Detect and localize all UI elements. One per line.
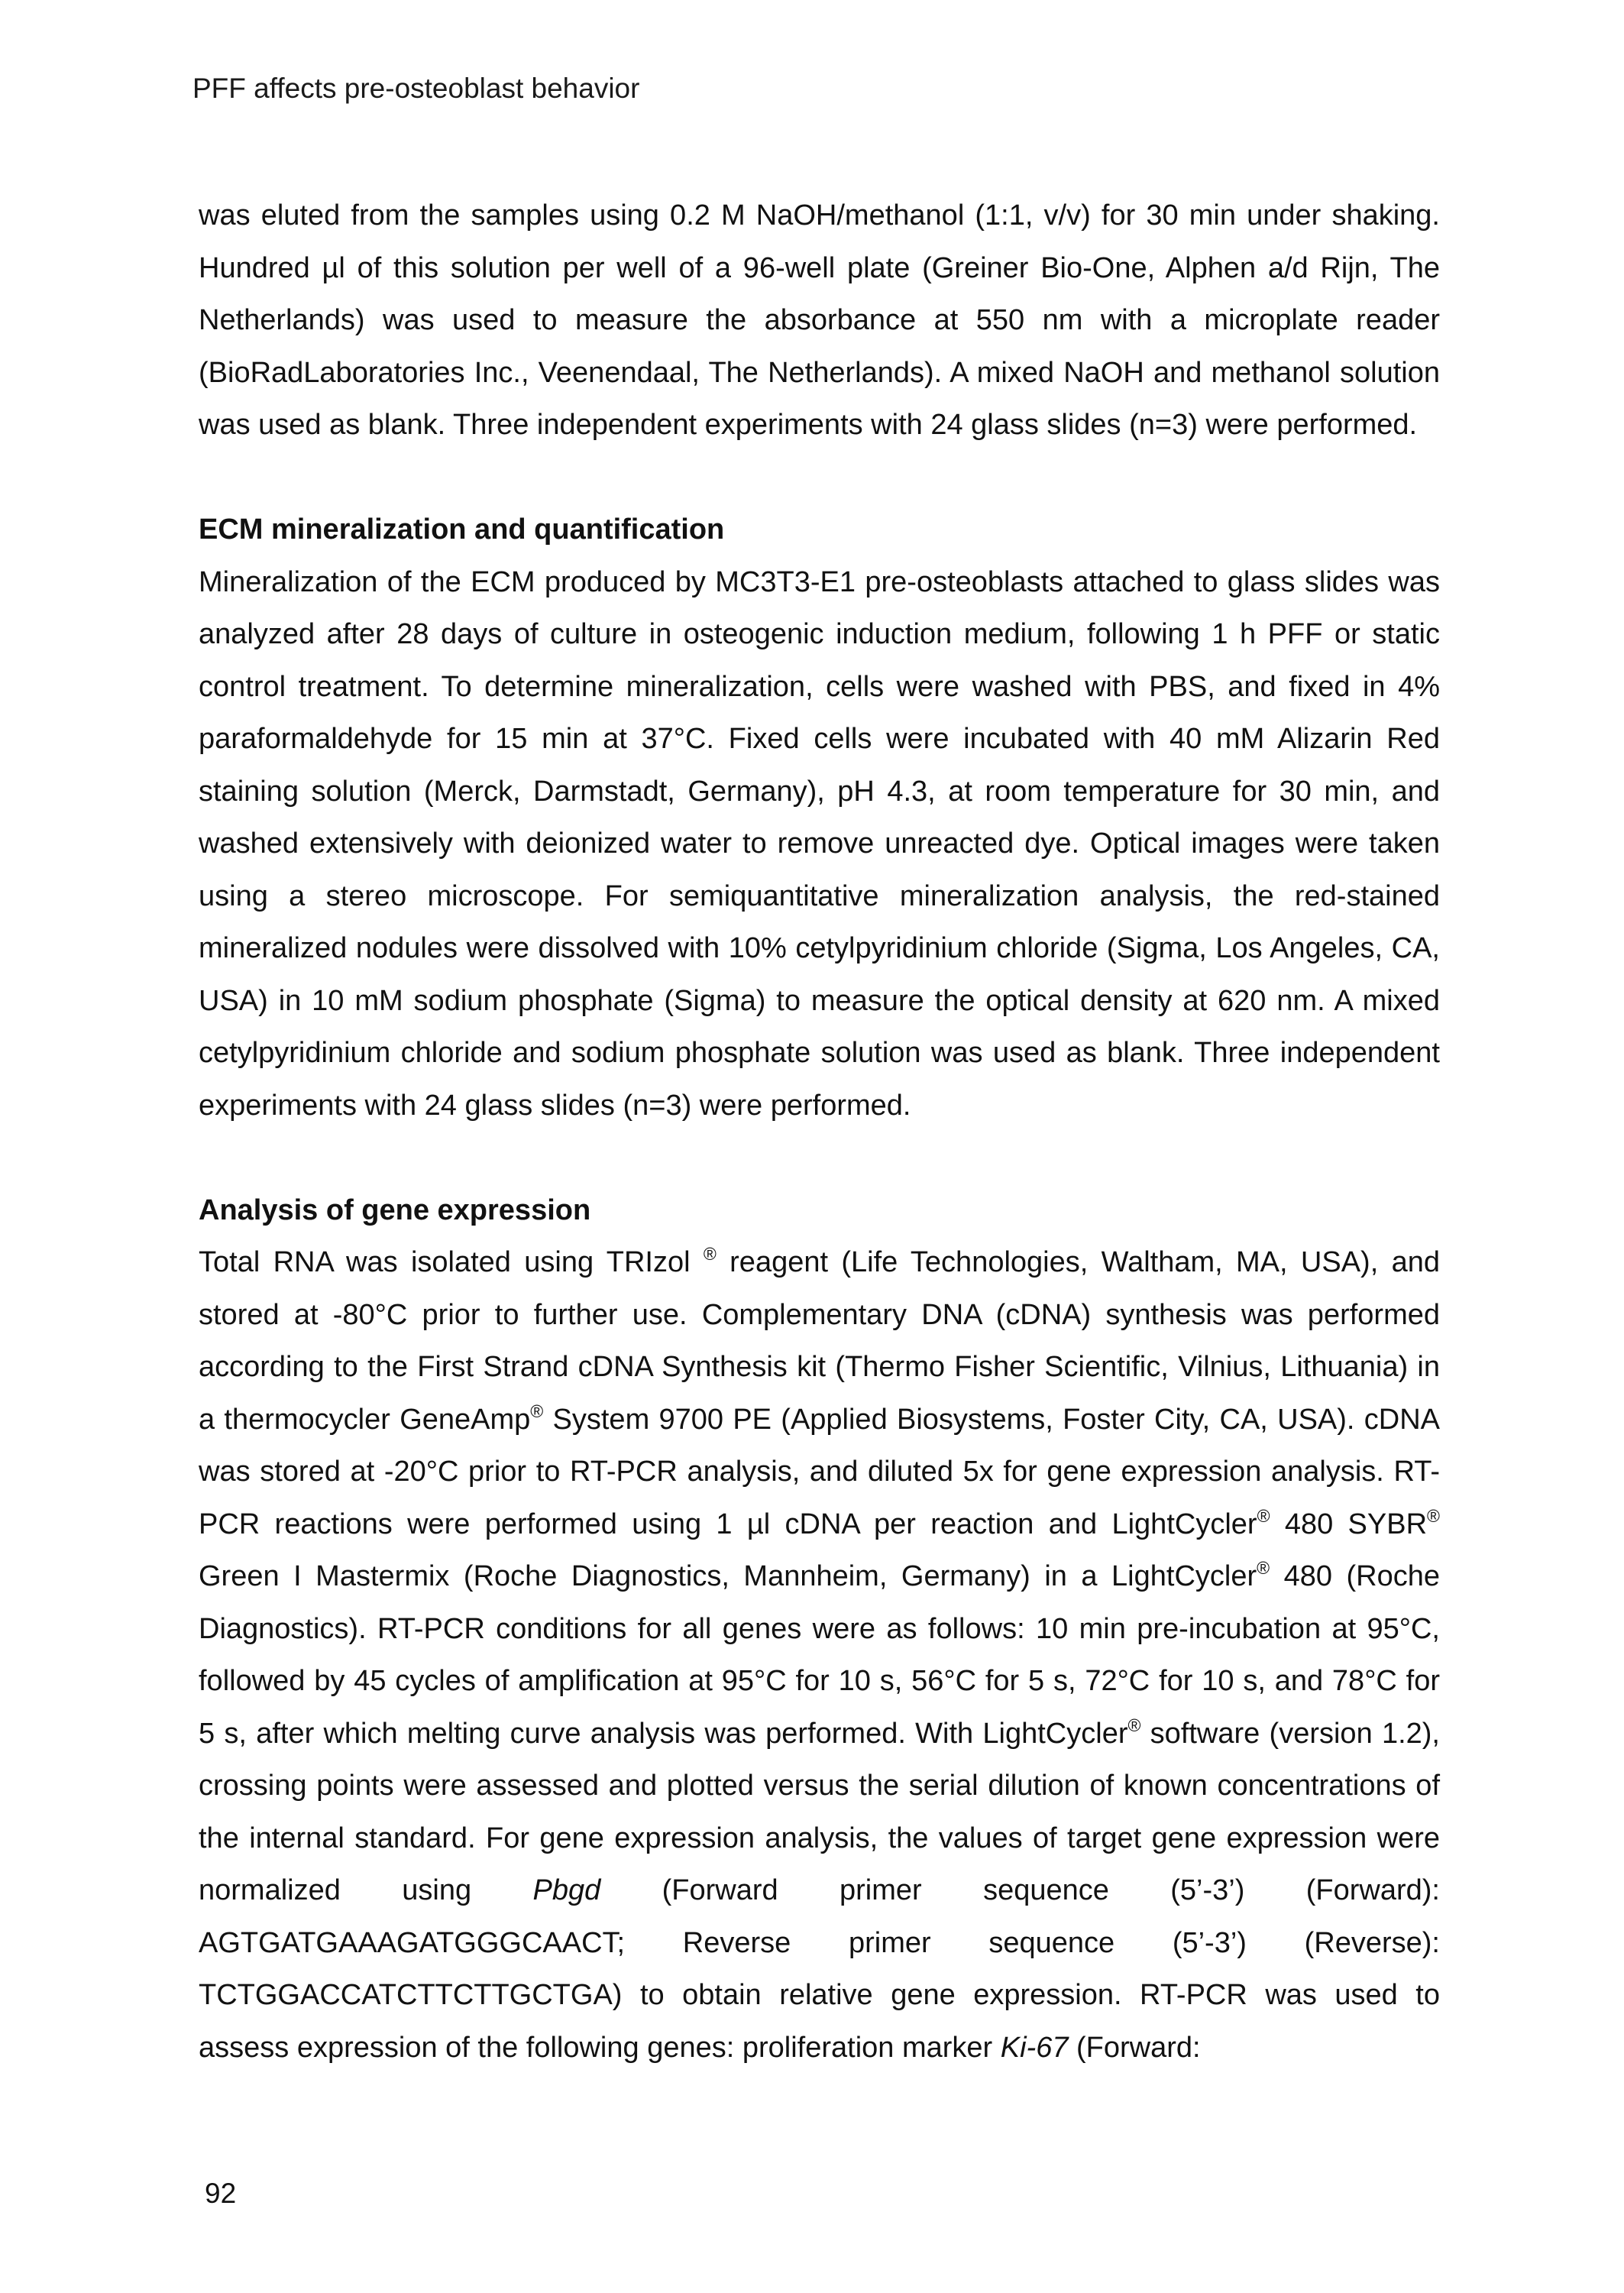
- methods-paragraph-ecm-mineralization: Mineralization of the ECM produced by MC3T3-E1 pre-osteoblasts attached to glass slides was analyzed after 28 days of culture in osteogenic induction medium, following 1 h PFF or static control treatment. To determine mineralization, cells were washed with PBS, and fixed in 4% paraformaldehyde for 15 min at 37°C. Fixed cells were incubated with 40 mM Alizarin Red staining solution (Merck, Darmstadt, Germany), pH 4.3, at room temperature for 30 min, and washed extensively with deionized water to remove unreacted dye. Optical images were taken using a stereo microscope. For semiquantitative mineralization analysis, the red-stained mineralized nodules were dissolved with 10% cetylpyridinium chloride (Sigma, Los Angeles, CA, USA) in 10 mM sodium phosphate (Sigma) to measure the optical density at 620 nm. A mixed cetylpyridinium chloride and sodium phosphate solution was used as blank. Three independent experiments with 24 glass slides (n=3) were performed.: [199, 565, 1440, 1122]
- text-run: 480 (Roche Diagnostics). RT-PCR conditions for all genes were as follows: 10 min pre-incubation at 95°C, followed by 45 cycles of amplification at 95°C for 10 s, 56°C for 5 s, 72°C for 10 s, and 78°C for 5 s, after which melting curve analysis was performed. With LightCycler: [199, 1560, 1440, 1750]
- section-heading-gene-expression: Analysis of gene expression: [199, 1193, 591, 1226]
- registered-mark: ®: [703, 1244, 717, 1264]
- registered-mark: ®: [1127, 1715, 1141, 1735]
- text-run: (Forward primer sequence (5’-3’) (Forward): AGTGATGAAAGATGGGCAACT; Reverse primer sequence (5’-3’) (Reverse): TCTGGACCATCTTCTTGCTGA) to obtain relative gene expression. RT-PCR was used to assess expression of the following genes: proliferation marker: [199, 1874, 1440, 2064]
- paragraph-spacer: [199, 1132, 1440, 1184]
- gene-name-pbgd: Pbgd: [532, 1874, 601, 1906]
- text-run: reagent (Life Technologies, Waltham, MA, USA), and stored at -80°C prior to further use. Complementary DNA (cDNA) synthesis was performed according to the First Strand cDNA Synthesis kit (Thermo Fisher Scientific, Vilnius, Lithuania) in a thermocycler GeneAmp: [199, 1246, 1440, 1436]
- text-run: Total RNA was isolated using TRIzol: [199, 1246, 704, 1278]
- text-run: Green I Mastermix (Roche Diagnostics, Mannheim, Germany) in a LightCycler: [199, 1560, 1257, 1592]
- registered-mark: ®: [1427, 1505, 1440, 1526]
- methods-paragraph-gene-expression: [199, 1236, 1440, 2074]
- gene-name-ki67: Ki-67: [1000, 2031, 1069, 2064]
- page-number: 92: [205, 2178, 237, 2209]
- registered-mark: ®: [1257, 1505, 1270, 1526]
- registered-mark: ®: [530, 1401, 544, 1421]
- registered-mark: ®: [1257, 1558, 1270, 1578]
- methods-paragraph-elution: was eluted from the samples using 0.2 M NaOH/methanol (1:1, v/v) for 30 min under shaking. Hundred µl of this solution per well of a 96-well plate (Greiner Bio-One, Alphen a/d Rijn, The Netherlands) was used to measure the absorbance at 550 nm with a microplate reader (BioRadLaboratories Inc., Veenendaal, The Netherlands). A mixed NaOH and methanol solution was used as blank. Three independent experiments with 24 glass slides (n=3) were performed.: [199, 199, 1440, 441]
- paragraph-spacer: [199, 452, 1440, 504]
- text-run: (Forward:: [1068, 2031, 1201, 2064]
- section-heading-ecm-mineralization: ECM mineralization and quantification: [199, 513, 725, 546]
- running-header: PFF affects pre-osteoblast behavior: [192, 73, 640, 104]
- text-run: 480 SYBR: [1270, 1508, 1428, 1540]
- main-text: [199, 189, 1440, 2074]
- text-run: software (version 1.2), crossing points were assessed and plotted versus the serial dilution of known concentrations of the internal standard. For gene expression analysis, the values of target gene expression were normalized using: [199, 1717, 1440, 1906]
- text-run: System 9700 PE (Applied Biosystems, Foster City, CA, USA). cDNA was stored at -20°C prior to RT-PCR analysis, and diluted 5x for gene expression analysis. RT-PCR reactions were performed using 1 µl cDNA per reaction and LightCycler: [199, 1403, 1440, 1540]
